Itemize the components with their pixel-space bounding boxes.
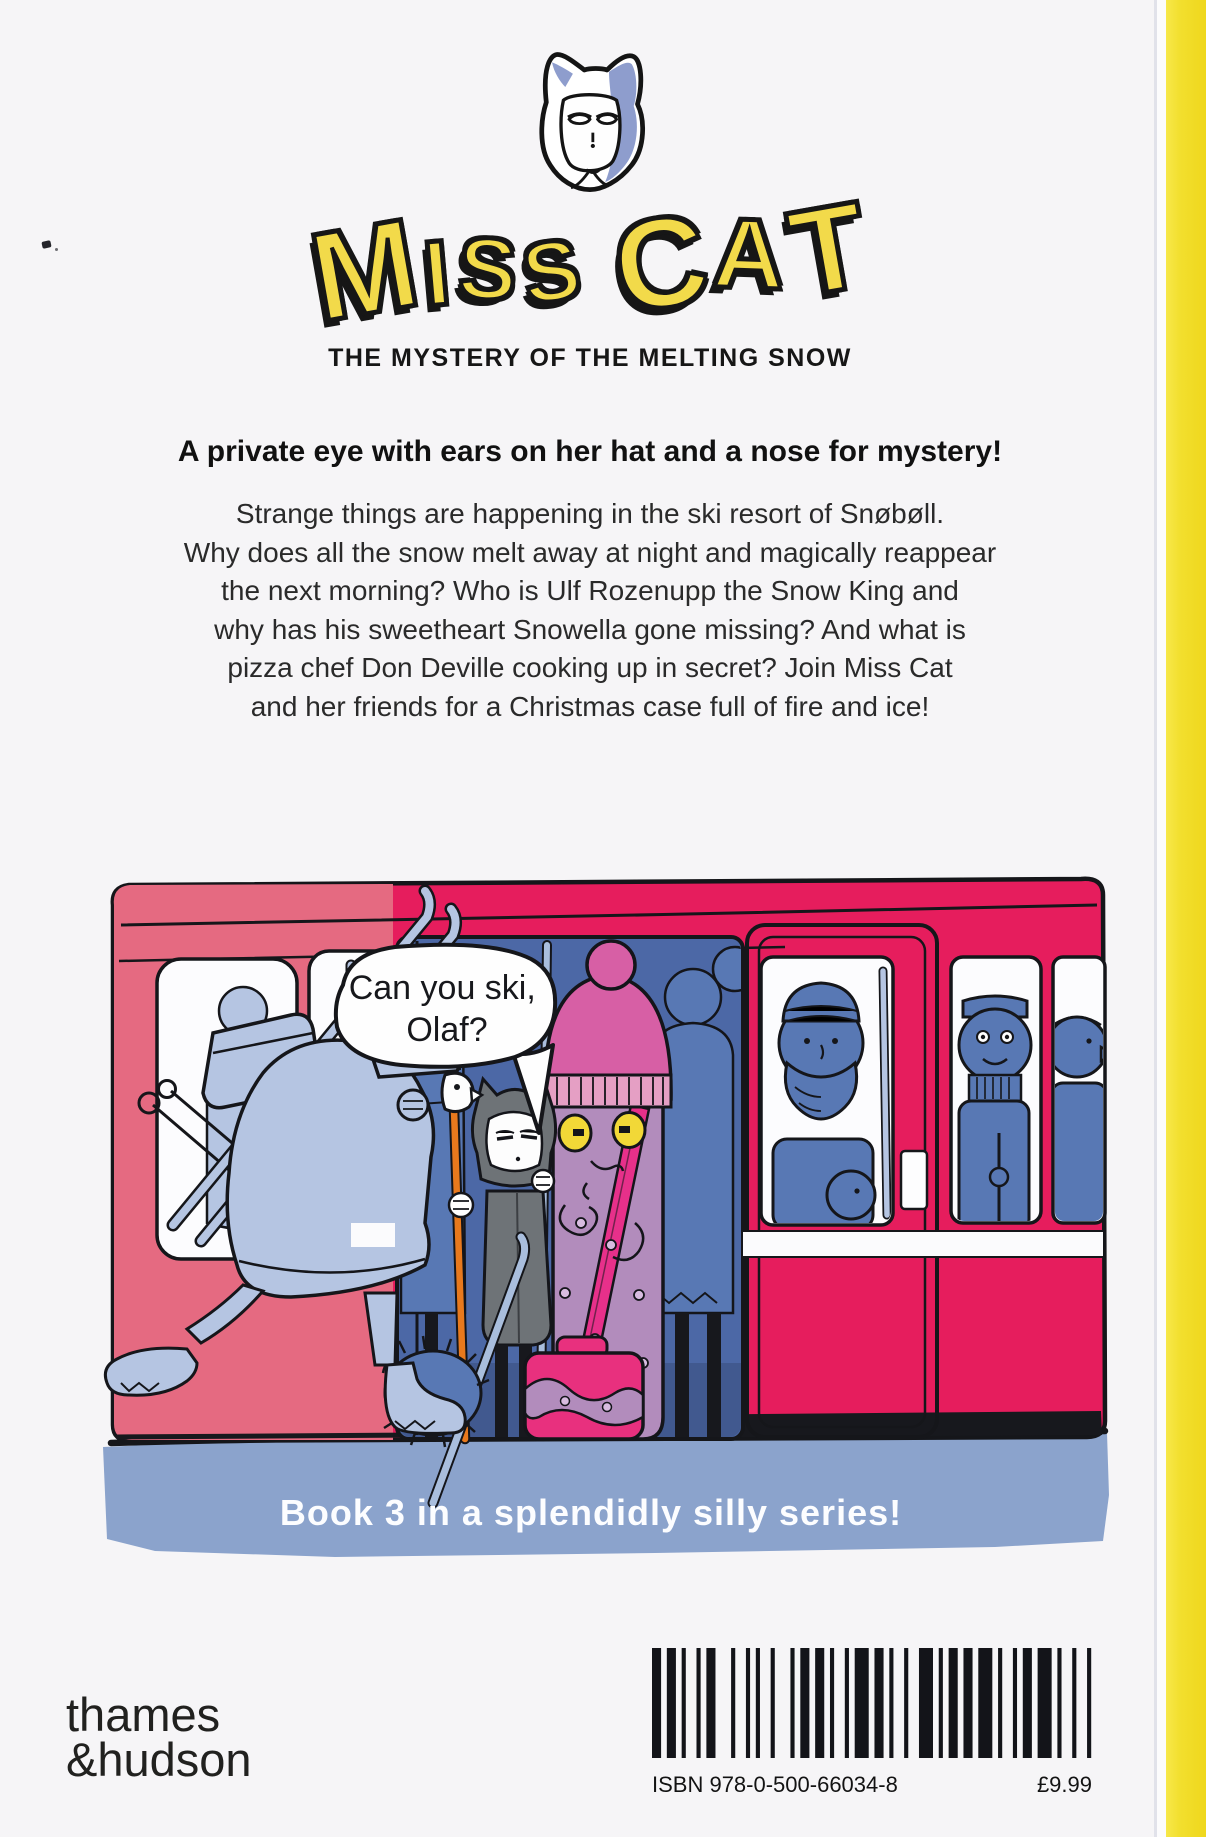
blurb-line: the next morning? Who is Ulf Rozenupp the Snow King and xyxy=(221,575,959,606)
publisher-logo xyxy=(66,1688,252,1786)
bus-scene-illustration xyxy=(95,753,1115,1565)
blurb xyxy=(25,495,1155,726)
barcode-block xyxy=(652,1648,1092,1798)
blurb-line: why has his sweetheart Snowella gone missing? And what is xyxy=(214,613,966,645)
publisher-line: &hudson xyxy=(66,1733,252,1786)
price-label: £9.99 xyxy=(1036,1772,1092,1797)
publisher-line: thames xyxy=(66,1688,221,1741)
series-banner-text: Book 3 in a splendidly silly series! xyxy=(279,1492,903,1533)
cover-content xyxy=(25,0,1155,726)
pink-suitcase xyxy=(525,1337,643,1439)
speech-bubble-text: Can you ski, Olaf? xyxy=(348,969,536,1049)
yellow-spine-strip xyxy=(1166,0,1206,1837)
isbn-label: ISBN 978-0-500-66034-8 xyxy=(652,1772,898,1797)
barcode-bars xyxy=(652,1648,1092,1758)
page-edge xyxy=(1157,0,1166,1837)
cat-hood-logo-icon xyxy=(514,42,666,210)
logo-title: MISS CAT xyxy=(301,175,879,348)
blurb-line: pizza chef Don Deville cooking up in secret? Join Miss Cat xyxy=(227,652,953,683)
logo-subtitle: THE MYSTERY OF THE MELTING SNOW xyxy=(328,344,852,372)
blurb-line: Why does all the snow melt away at night and magically reappear xyxy=(183,536,997,568)
tagline-headline: A private eye with ears on her hat and a nose for mystery! xyxy=(177,435,1003,468)
blurb-line: and her friends for a Christmas case full of fire and ice! xyxy=(250,690,930,722)
blurb-line: Strange things are happening in the ski resort of Snøbøll. xyxy=(235,498,945,529)
